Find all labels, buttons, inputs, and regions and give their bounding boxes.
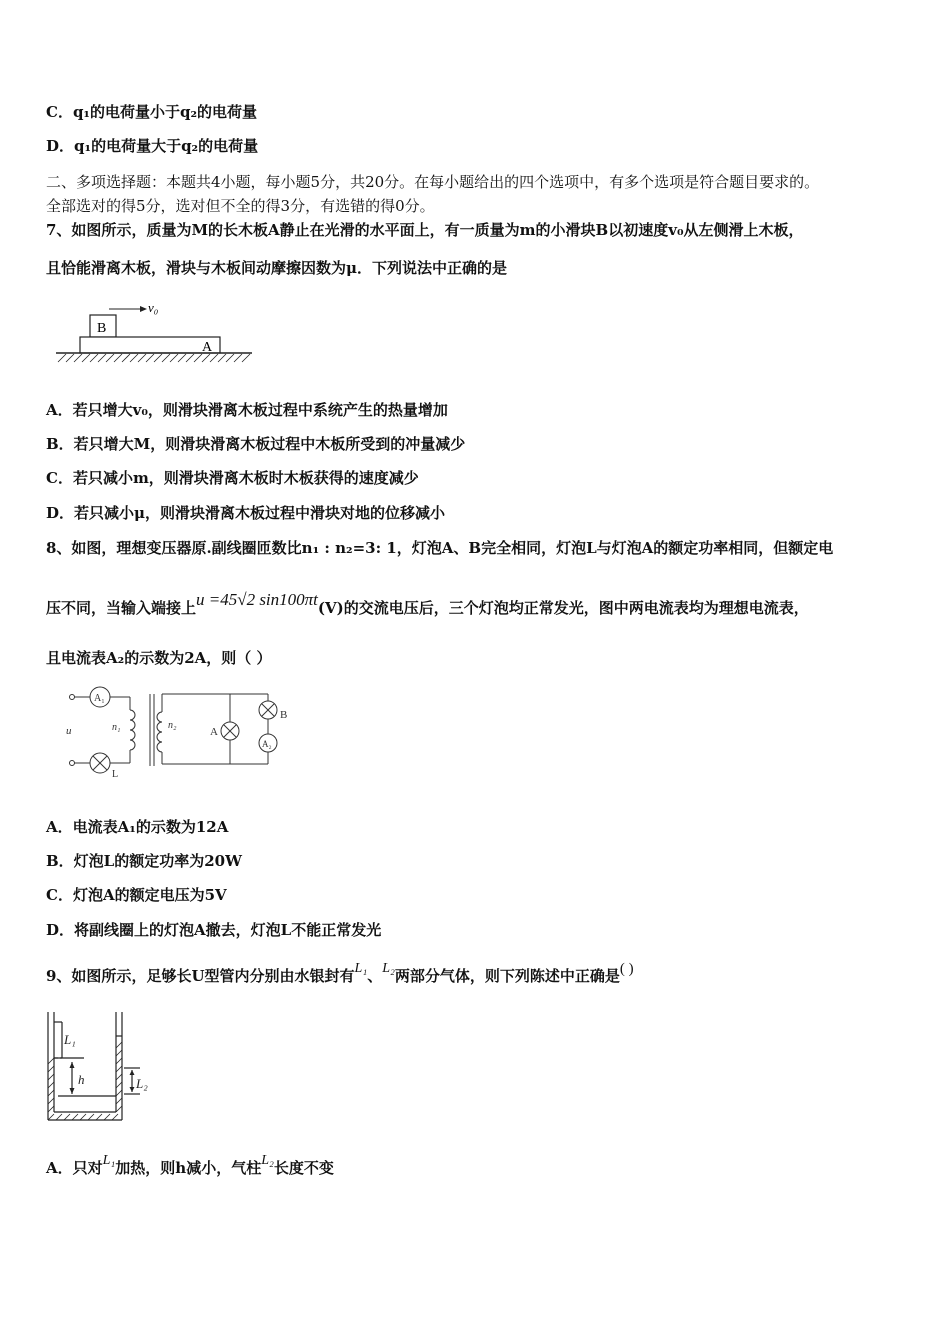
fig-label-h: h — [78, 1072, 85, 1087]
fig-label-l2: L₂ — [136, 1076, 148, 1091]
board-a — [80, 337, 220, 353]
label-a: A — [210, 726, 218, 738]
label-b: B — [280, 709, 288, 721]
q9-u-tube-figure — [40, 1008, 170, 1126]
q9-l2: L₂ — [382, 961, 395, 976]
option-d: D．q₁的电荷量大于q₂的电荷量 — [46, 137, 259, 155]
q9-opta-l2: L₂ — [261, 1153, 274, 1168]
q7-option-c: C．若只减小m，则滑块滑离木板时木板获得的速度减少 — [46, 469, 419, 487]
q8-line2-post: (V)的交流电压后，三个灯泡均正常发光，图中两电流表均为理想电流表， — [317, 599, 809, 617]
q7-option-a: A．若只增大v₀，则滑块滑离木板过程中系统产生的热量增加 — [46, 401, 448, 419]
board-a-label: A — [202, 340, 213, 355]
q7-option-d: D．若只减小μ，则滑块滑离木板过程中滑块对地的位移减小 — [46, 504, 445, 522]
q8-stem-line3: 且电流表A₂的示数为2A，则（ ） — [46, 649, 272, 667]
q8-option-c: C．灯泡A的额定电压为5V — [46, 886, 227, 904]
q9-opta-pre: A．只对 — [46, 1159, 103, 1177]
label-a1: A₁ — [94, 693, 105, 704]
q8-line2-pre: 压不同，当输入端接上 — [46, 599, 197, 617]
q9-answer-paren: ( ) — [619, 961, 634, 977]
q7-figure — [54, 296, 284, 366]
fig-label-l1: L₁ — [64, 1032, 76, 1047]
q9-opta-l1: L₁ — [102, 1153, 116, 1168]
q9-opta-post: 长度不变 — [273, 1159, 334, 1177]
q8-stem-line2 — [46, 590, 809, 618]
q9-opta-mid: 加热，则h减小，气柱 — [115, 1159, 262, 1177]
q8-option-d: D．将副线圈上的灯泡A撤去，灯泡L不能正常发光 — [46, 921, 382, 939]
q9-l1: L₁ — [354, 961, 368, 976]
section-heading: 二、多项选择题：本题共4小题，每小题5分，共20分。在每小题给出的四个选项中，有多个选项是符合题目要求的。 — [46, 173, 820, 191]
option-c: C．q₁的电荷量小于q₂的电荷量 — [46, 103, 258, 121]
q9-stem — [46, 961, 634, 988]
q9-mid: 、 — [367, 967, 383, 985]
q7-stem-line2: 且恰能滑离木板，滑块与木板间动摩擦因数为μ．下列说法中正确的是 — [46, 259, 507, 277]
voltage-formula: u =45√2 sin100πt — [196, 590, 318, 609]
label-n1: n₁ — [112, 722, 121, 733]
label-a2: A₂ — [262, 739, 272, 749]
q8-stem-line1: 8、如图，理想变压器原.副线圈匝数比n₁ : n₂=3: 1，灯泡A、B完全相同，灯泡L与灯泡A的额定功率相同，但额定电 — [46, 539, 834, 557]
q9-post: 两部分气体，则下列陈述中正确是 — [394, 967, 620, 985]
q9-pre: 9、如图所示，足够长U型管内分别由水银封有 — [46, 967, 355, 985]
label-l: L — [112, 769, 119, 780]
section-heading-2: 全部选对的得5分，选对但不全的得3分，有选错的得0分。 — [46, 197, 435, 215]
block-b-label: B — [97, 321, 107, 336]
velocity-label: v₀ — [148, 300, 159, 315]
q8-option-a: A．电流表A₁的示数为12A — [46, 818, 229, 836]
q8-circuit-figure — [60, 684, 310, 784]
q7-option-b: B．若只增大M，则滑块滑离木板过程中木板所受到的冲量减少 — [46, 435, 466, 453]
q8-option-b: B．灯泡L的额定功率为20W — [46, 852, 242, 870]
label-u: u — [66, 725, 72, 737]
q9-option-a — [46, 1153, 334, 1180]
q7-stem-line1: 7、如图所示，质量为M的长木板A静止在光滑的水平面上，有一质量为m的小滑块B以初速度v₀从左侧滑上木板， — [46, 221, 804, 239]
label-n2: n₂ — [168, 720, 177, 731]
